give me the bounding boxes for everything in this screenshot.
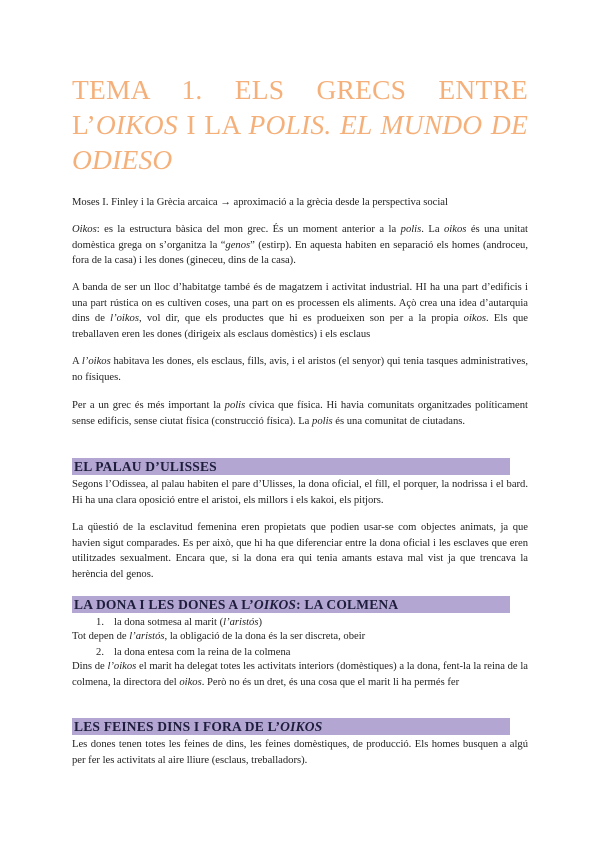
dona-paragraph-1: Tot depen de l’aristós, la obligació de la dona és la ser discreta, obeir — [72, 631, 366, 642]
feines-paragraph: Les dones tenen totes les feines de dins, les feines domèstiques, de producció. Els homes busquen a algú per fer les activitats al aire lliure (esclaus, treballadors). — [72, 739, 528, 766]
section-heading-feines: LES FEINES DINS I FORA DE L’OIKOS — [72, 718, 510, 735]
list-item-2: 2. la dona entesa com la reina de la colmena — [96, 647, 291, 658]
habitava-paragraph: A l’oikos habitava les dones, els esclaus, fills, avis, i el aristos (el senyor) qui tenia tasques administratives, no físiques. — [72, 356, 528, 383]
intro-paragraph: Moses I. Finley i la Grècia arcaica → aproximació a la grècia desde la perspectiva social — [72, 197, 448, 208]
title-line-1: TEMA 1. ELS GRECS ENTRE — [72, 74, 528, 105]
polis-paragraph: Per a un grec és més important la polis cívica que física. Hi havia comunitats organitzades políticament sense edificis, sense ciutat física (construcció física). La polis és una comunitat de ciutadans. — [72, 400, 528, 427]
title-line-3: ODIESO — [72, 144, 173, 175]
palau-paragraph-1: Segons l’Odissea, al palau habiten el pare d’Ulisses, la dona oficial, el fill, el porquer, la nodrissa i el bard. Hi ha una clara oposició entre el aristoi, els millors i els kakoi, els pitjors. — [72, 479, 528, 506]
habitatge-paragraph: A banda de ser un lloc d’habitatge també és de magatzem i activitat industrial. HI ha una part d’edificis i una part rústica on es cultiven coses, una part on es processen els aliments. Açò crea una idea d’autarquia dins de l’oikos, vol dir, que els productes que hi es produeixen son per a la propia oikos. Els que treballaven eren les dones (dirigeix als esclaus domèstics) i els esclaus — [72, 282, 528, 340]
section-heading-dona: LA DONA I LES DONES A L’OIKOS: LA COLMENA — [72, 596, 510, 613]
title-line-2: L’OIKOS I LA POLIS. EL MUNDO DE — [72, 109, 528, 140]
page-title — [72, 72, 528, 177]
dona-paragraph-2: Dins de l’oikos el marit ha delegat totes les activitats interiors (domèstiques) a la dona, fent-la la reina de la colmena, la directora del oikos. Però no és un dret, és una cosa que el marit li ha permés fer — [72, 661, 528, 688]
palau-paragraph-2: La qüestió de la esclavitud femenina eren propietats que podien usar-se com objectes animats, ja que havien sigut comparades. Es per això, que hi ha que diferenciar entre la dona oficial i les esclaves que eren utilitzades sexualment. Encara que, si la dona era qui tenia amants estava mal vist ja que trencava la herència del genos. — [72, 522, 528, 580]
section-heading-palau: EL PALAU D’ULISSES — [72, 458, 510, 475]
list-item-1: 1. la dona sotmesa al marit (l’aristós) — [96, 617, 262, 628]
oikos-definition-paragraph: Oikos: es la estructura bàsica del mon grec. És un moment anterior a la polis. La oikos és una unitat domèstica grega on s’organitza la “genos” (estirp). En aquesta habiten en separació els homes (androceu, fora de la casa) i les dones (gineceu, dins de la casa). — [72, 224, 528, 266]
